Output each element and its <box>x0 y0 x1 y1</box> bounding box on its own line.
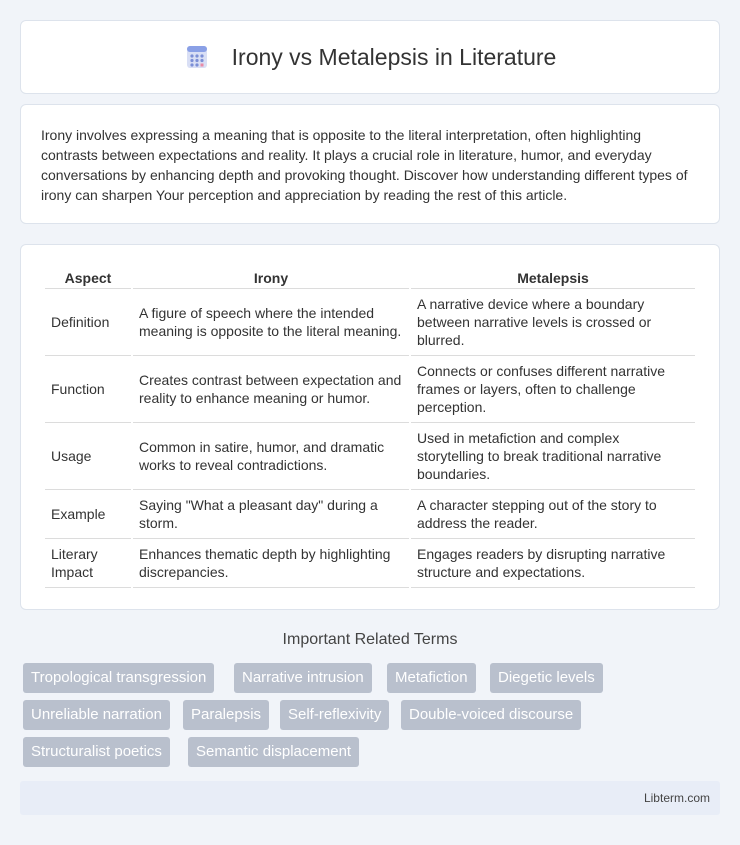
metalepsis-cell: A narrative device where a boundary between narrative levels is crossed or blurred. <box>411 289 695 356</box>
calculator-icon <box>184 44 210 70</box>
aspect-cell: Example <box>45 490 131 539</box>
footer-link[interactable]: Libterm.com <box>643 791 710 805</box>
table-row <box>45 490 695 539</box>
metalepsis-cell: Connects or confuses different narrative frames or layers, often to challenge perception. <box>411 356 695 423</box>
table-row <box>45 289 695 356</box>
header-card <box>20 20 720 94</box>
header-aspect: Aspect <box>45 265 131 289</box>
aspect-cell: Definition <box>45 289 131 356</box>
intro-card <box>20 104 720 224</box>
metalepsis-cell: Used in metafiction and complex storytelling to break traditional narrative boundaries. <box>411 423 695 490</box>
related-term-tag[interactable]: Metafiction <box>387 663 476 693</box>
related-term-tag[interactable]: Semantic displacement <box>188 737 359 767</box>
header-metalepsis: Metalepsis <box>411 265 695 289</box>
irony-cell: Common in satire, humor, and dramatic works to reveal contradictions. <box>133 423 409 490</box>
irony-cell: Enhances thematic depth by highlighting discrepancies. <box>133 539 409 588</box>
metalepsis-cell: A character stepping out of the story to address the reader. <box>411 490 695 539</box>
table-header-row <box>45 265 695 289</box>
related-term-tag[interactable]: Paralepsis <box>183 700 269 730</box>
table-row <box>45 539 695 588</box>
metalepsis-cell: Engages readers by disrupting narrative structure and expectations. <box>411 539 695 588</box>
aspect-cell: Literary Impact <box>45 539 131 588</box>
page-title: Irony vs Metalepsis in Literature <box>231 43 557 70</box>
irony-cell: Saying "What a pleasant day" during a storm. <box>133 490 409 539</box>
irony-cell: A figure of speech where the intended meaning is opposite to the literal meaning. <box>133 289 409 356</box>
footer <box>20 781 720 815</box>
related-term-tag[interactable]: Structuralist poetics <box>23 737 170 767</box>
intro-text: Irony involves expressing a meaning that is opposite to the literal interpretation, often highlighting contrasts between expectations and reality. It plays a crucial role in literature, humor, and everyday conversations by enhancing depth and provoking thought. Discover how understanding different types of irony can sharpen Your perception and appreciation by reading the rest of this article. <box>41 127 688 203</box>
table-row <box>45 423 695 490</box>
header-irony: Irony <box>133 265 409 289</box>
related-term-tag[interactable]: Self-reflexivity <box>280 700 389 730</box>
comparison-table-card <box>20 244 720 610</box>
related-term-tag[interactable]: Narrative intrusion <box>234 663 372 693</box>
comparison-table <box>43 265 697 588</box>
related-term-tag[interactable]: Tropological transgression <box>23 663 214 693</box>
related-term-tag[interactable]: Diegetic levels <box>490 663 603 693</box>
table-row <box>45 356 695 423</box>
related-term-tag[interactable]: Unreliable narration <box>23 700 170 730</box>
related-terms-title: Important Related Terms <box>282 631 458 648</box>
irony-cell: Creates contrast between expectation and reality to enhance meaning or humor. <box>133 356 409 423</box>
aspect-cell: Function <box>45 356 131 423</box>
aspect-cell: Usage <box>45 423 131 490</box>
related-term-tag[interactable]: Double-voiced discourse <box>401 700 581 730</box>
